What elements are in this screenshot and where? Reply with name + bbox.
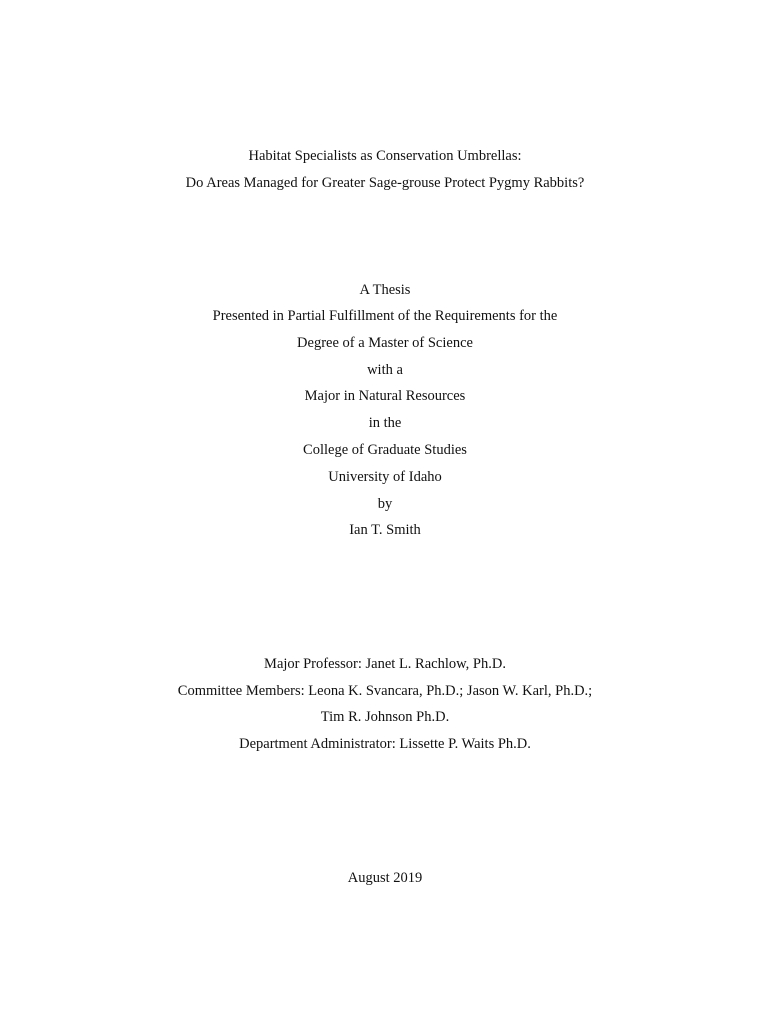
document-type: A Thesis	[359, 282, 411, 298]
by-line: by	[377, 496, 393, 512]
committee-members-line-1: Committee Members: Leona K. Svancara, Ph.D.; Jason W. Karl, Ph.D.;	[177, 683, 593, 699]
in-the-line: in the	[368, 415, 402, 431]
college-line: College of Graduate Studies	[303, 442, 467, 458]
university-line: University of Idaho	[328, 469, 442, 485]
presented-statement: Presented in Partial Fulfillment of the Requirements for the	[212, 308, 558, 324]
title-line-1: Habitat Specialists as Conservation Umbrellas:	[248, 148, 522, 164]
submission-date: August 2019	[347, 870, 423, 886]
degree-line: Degree of a Master of Science	[297, 335, 473, 351]
author-name: Ian T. Smith	[349, 522, 421, 538]
committee-members-line-2: Tim R. Johnson Ph.D.	[320, 709, 450, 725]
with-a-line: with a	[367, 362, 403, 378]
department-administrator: Department Administrator: Lissette P. Waits Ph.D.	[239, 736, 531, 752]
major-line: Major in Natural Resources	[304, 388, 466, 404]
major-professor: Major Professor: Janet L. Rachlow, Ph.D.	[264, 656, 506, 672]
title-line-2: Do Areas Managed for Greater Sage-grouse Protect Pygmy Rabbits?	[185, 175, 585, 191]
